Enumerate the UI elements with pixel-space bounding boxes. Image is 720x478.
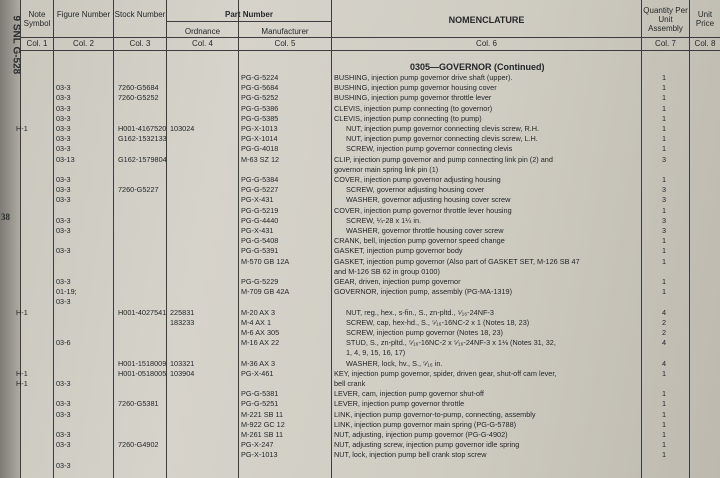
cell-note: H-1 [16,379,28,388]
cell-mfr: M-709 GB 42A [241,287,290,297]
cell-qty: 1 [661,93,667,103]
cell-desc: NUT, injection pump governor connecting clevis screw, R.H. [346,124,540,133]
cell-qty: 1 [661,103,667,113]
cell-fig: 01-19; [56,287,77,297]
cell-qty: 1 [661,73,667,82]
cell-mfr: PG-G-5385 [241,113,279,123]
table-row [0,287,720,297]
cell-desc: STUD, S., zn-pltd., ⁵⁄₁₆-16NC-2 x ⁵⁄₁₆-24NF-3 x 1⅛ (Notes 31, 32, [346,338,556,348]
cell-mfr: PG-G-5384 [241,175,279,184]
cell-qty: 1 [661,430,667,439]
cell-fig: 03-3 [56,103,71,113]
cell-qty: 1 [661,368,667,378]
cell-desc: NUT, injection pump governor connecting clevis screw, L.H. [346,134,538,144]
cell-desc: NUT, reg., hex., s-fin., S., zn-pltd., ⁵⁄₁₆-24NF-3 [346,307,494,317]
cell-ord: 103024 [170,124,195,133]
table-row [0,420,720,430]
table-row [0,155,720,165]
table-row [0,195,720,205]
cell-desc: governor main spring link pin (1) [334,164,439,174]
cell-mfr: M-261 SB 11 [241,430,284,439]
cell-desc: COVER, injection pump governor adjusting housing [334,175,501,184]
cell-mfr: M-63 SZ 12 [241,154,280,164]
cell-desc: LINK, injection pump governor-to-pump, connecting, assembly [334,409,536,419]
cell-qty: 3 [661,226,667,235]
cell-desc: GOVERNOR, injection pump, assembly (PG-MA-1319) [334,287,513,297]
subheader-col-2: Col. 2 [73,39,94,48]
cell-qty: 1 [661,134,667,144]
table-row [0,216,720,226]
cell-desc: LINK, injection pump governor main spring (PG-G-5788) [334,419,517,429]
header-stock-number: Stock Number [114,10,166,19]
table-row [0,175,720,185]
cell-fig: 03-3 [56,215,71,225]
cell-desc: NUT, adjusting, injection pump governor (PG-G-4902) [334,430,508,439]
table-row [0,328,720,338]
table-row [0,440,720,450]
table-row [0,389,720,399]
cell-mfr: PG-G-5408 [241,236,279,246]
cell-qty: 1 [661,83,667,93]
table-row [0,236,720,246]
cell-qty: 1 [661,256,667,266]
cell-mfr: M-221 SB 11 [241,409,284,419]
cell-desc: GASKET, injection pump governor body [334,246,463,256]
cell-fig: 03-3 [56,460,71,470]
cell-qty: 3 [661,185,667,195]
cell-stock: 7260-G5227 [118,185,159,195]
cell-desc: SCREW, governor adjusting housing cover [346,185,485,195]
cell-mfr: PG-G-5224 [241,73,279,82]
cell-stock: G162-1532133 [118,134,167,144]
cell-desc: BUSHING, injection pump governor housing cover [334,83,497,93]
table-row [0,165,720,175]
header-note-symbol: Note Symbol [23,10,51,28]
cell-mfr: PG-G-4440 [241,215,279,225]
cell-qty: 4 [661,338,667,348]
cell-fig: 03-3 [56,440,71,450]
cell-fig: 03-3 [56,379,71,388]
cell-stock: H001-1518009 [118,358,167,368]
cell-note: H-1 [16,307,28,317]
table-row [0,450,720,460]
table-row [0,257,720,267]
table-row [0,246,720,256]
cell-qty: 1 [661,389,667,399]
cell-fig: 03-3 [56,226,71,235]
cell-fig: 03-3 [56,430,71,439]
cell-ord: 103904 [170,368,195,378]
cell-fig: 03-3 [56,124,71,133]
cell-stock: 7260-G5381 [118,399,159,409]
cell-fig: 03-3 [56,83,71,93]
cell-qty: 1 [661,409,667,419]
cell-stock: 7260-G4902 [118,440,159,450]
cell-mfr: M-20 AX 3 [241,307,276,317]
table-row [0,297,720,307]
cell-desc: SCREW, cap, hex-hd., S., ⁵⁄₁₆-16NC-2 x 1 (Notes 18, 23) [346,317,530,327]
cell-stock: H001-4027541 [118,307,167,317]
table-row [0,348,720,358]
cell-desc: WASHER, governor throttle housing cover screw [346,226,504,235]
cell-fig: 03-3 [56,144,71,154]
table-row [0,410,720,420]
cell-qty: 1 [661,277,667,286]
cell-note: H-1 [16,368,28,378]
cell-desc: and M-126 SB 62 in group 0100) [334,266,440,276]
cell-fig: 03-3 [56,409,71,419]
cell-mfr: PG-G-5391 [241,246,279,256]
cell-desc: GASKET, injection pump governor (Also part of GASKET SET, M-126 SB 47 [334,256,580,266]
cell-desc: WASHER, lock, hv., S., ⁵⁄₁₆ in. [346,358,443,368]
cell-fig: 03-3 [56,134,71,144]
cell-fig: 03-3 [56,185,71,195]
cell-mfr: PG-G-5684 [241,83,279,93]
header-ordnance: Ordnance [184,27,221,36]
cell-stock: H001-4167520 [118,124,167,133]
cell-ord: 183233 [170,317,195,327]
header-figure-number: Figure Number [56,10,111,19]
table-row [0,379,720,389]
cell-desc: KEY, injection pump governor, spider, driven gear, shut-off cam lever, [334,368,557,378]
cell-desc: bell crank [334,379,366,388]
cell-mfr: PG-G-4018 [241,144,279,154]
cell-ord: 225831 [170,307,195,317]
table-row [0,226,720,236]
header-rule [20,37,720,38]
table-row [0,185,720,195]
cell-qty: 1 [661,236,667,246]
cell-stock: 7260-G5684 [118,83,159,93]
cell-desc: CRANK, bell, injection pump governor speed change [334,236,505,246]
cell-qty: 3 [661,195,667,205]
cell-fig: 03-3 [56,93,71,103]
cell-mfr: PG-X-1013 [241,124,278,133]
table-row [0,73,720,83]
cell-qty: 4 [661,358,667,368]
cell-note: H-1 [16,124,28,133]
cell-mfr: M-16 AX 22 [241,338,280,348]
table-row [0,144,720,154]
cell-mfr: M-922 GC 12 [241,419,285,429]
table-row [0,369,720,379]
cell-stock: H001-0518005 [118,368,167,378]
cell-mfr: M-4 AX 1 [241,317,272,327]
cell-fig: 03-3 [56,277,71,286]
subheader-col-6: Col. 6 [476,39,497,48]
header-part-number: Part Number [224,10,273,19]
cell-mfr: PG-G-5381 [241,389,279,399]
table-row [0,308,720,318]
subheader-col-4: Col. 4 [192,39,213,48]
table-row [0,104,720,114]
cell-qty: 2 [661,328,667,337]
cell-qty: 1 [661,246,667,256]
cell-fig: 03-3 [56,195,71,205]
cell-fig: 03-3 [56,297,71,307]
cell-desc: LEVER, cam, injection pump governor shut-off [334,389,484,399]
cell-stock: 7260-G5252 [118,93,159,103]
subheader-col-1: Col. 1 [26,39,48,48]
cell-desc: 1, 4, 9, 15, 16, 17) [346,348,406,358]
cell-desc: SCREW, injection pump governor (Notes 18, 23) [346,328,503,337]
cell-desc: SCREW, ¼-28 x 1¼ in. [346,215,422,225]
table-row [0,134,720,144]
cell-qty: 1 [661,205,667,215]
subheader-col-8: Col. 8 [694,39,716,48]
cell-fig: 03-3 [56,113,71,123]
cell-mfr: M-36 AX 3 [241,358,276,368]
header-rule [20,50,720,51]
cell-mfr: M-570 GB 12A [241,256,290,266]
table-row [0,206,720,216]
cell-mfr: M-6 AX 305 [241,328,280,337]
cell-desc: CLEVIS, injection pump connecting (to pump) [334,113,482,123]
table-row [0,359,720,369]
cell-desc: BUSHING, injection pump governor throttle lever [334,93,492,103]
cell-desc: LEVER, injection pump governor throttle [334,399,465,409]
header-manufacturer: Manufacturer [261,27,309,36]
table-row [0,83,720,93]
cell-stock: G162-1579804 [118,154,167,164]
cell-qty: 1 [661,144,667,154]
cell-mfr: PG-G-5251 [241,399,279,409]
table-row [0,124,720,134]
cell-qty: 1 [661,419,667,429]
header-nomenclature: NOMENCLATURE [448,15,525,25]
side-caption: 9 SNL G-528 [10,15,22,75]
cell-mfr: PG-G-5227 [241,185,279,195]
cell-ord: 103321 [170,358,195,368]
cell-desc: CLIP, injection pump governor and pump connecting link pin (2) and [334,154,553,164]
cell-fig: 03-13 [56,154,75,164]
cell-qty: 1 [661,399,667,409]
cell-qty: 1 [661,113,667,123]
cell-qty: 4 [661,307,667,317]
cell-qty: 1 [661,175,667,184]
cell-fig: 03-3 [56,399,71,409]
cell-mfr: PG-X-461 [241,368,274,378]
header-rule [166,21,331,22]
section-title: 0305—GOVERNOR (Continued) [410,62,545,72]
cell-qty: 1 [661,450,667,460]
cell-fig: 03-3 [56,175,71,184]
cell-desc: COVER, injection pump governor throttle lever housing [334,205,512,215]
cell-mfr: PG-X-1013 [241,450,278,460]
cell-mfr: PG-G-5229 [241,277,279,286]
cell-qty: 3 [661,215,667,225]
table-row [0,430,720,440]
cell-qty: 1 [661,440,667,450]
table-row [0,93,720,103]
cell-mfr: PG-X-431 [241,195,274,205]
cell-mfr: PG-X-1014 [241,134,278,144]
cell-desc: GEAR, driven, injection pump governor [334,277,461,286]
table-row [0,461,720,471]
subheader-col-5: Col. 5 [274,39,296,48]
table-row [0,338,720,348]
cell-mfr: PG-G-5219 [241,205,279,215]
cell-qty: 2 [661,317,667,327]
cell-desc: NUT, lock, injection pump bell crank stop screw [334,450,487,460]
cell-desc: CLEVIS, injection pump connecting (to governor) [334,103,493,113]
cell-desc: NUT, adjusting screw, injection pump governor idle spring [334,440,520,450]
cell-desc: BUSHING, injection pump governor drive shaft (upper). [334,73,513,82]
subheader-col-7: Col. 7 [655,39,676,48]
cell-mfr: PG-G-5252 [241,93,279,103]
header-unit-price: Unit Price [695,10,715,28]
table-row [0,114,720,124]
cell-desc: SCREW, injection pump governor connecting clevis [346,144,513,154]
cell-qty: 1 [661,287,667,297]
cell-desc: WASHER, governor adjusting housing cover screw [346,195,511,205]
cell-fig: 03-6 [56,338,71,348]
table-row [0,277,720,287]
table-row [0,318,720,328]
subheader-col-3: Col. 3 [129,39,151,48]
cell-mfr: PG-G-5386 [241,103,279,113]
cell-qty: 1 [661,124,667,133]
side-page-number: 38 [1,212,10,222]
cell-mfr: PG-X-247 [241,440,274,450]
cell-mfr: PG-X-431 [241,226,274,235]
table-row [0,399,720,409]
header-quantity: Quantity Per Unit Assembly [643,6,688,33]
cell-fig: 03-3 [56,246,71,256]
table-row [0,267,720,277]
cell-qty: 3 [661,154,667,164]
